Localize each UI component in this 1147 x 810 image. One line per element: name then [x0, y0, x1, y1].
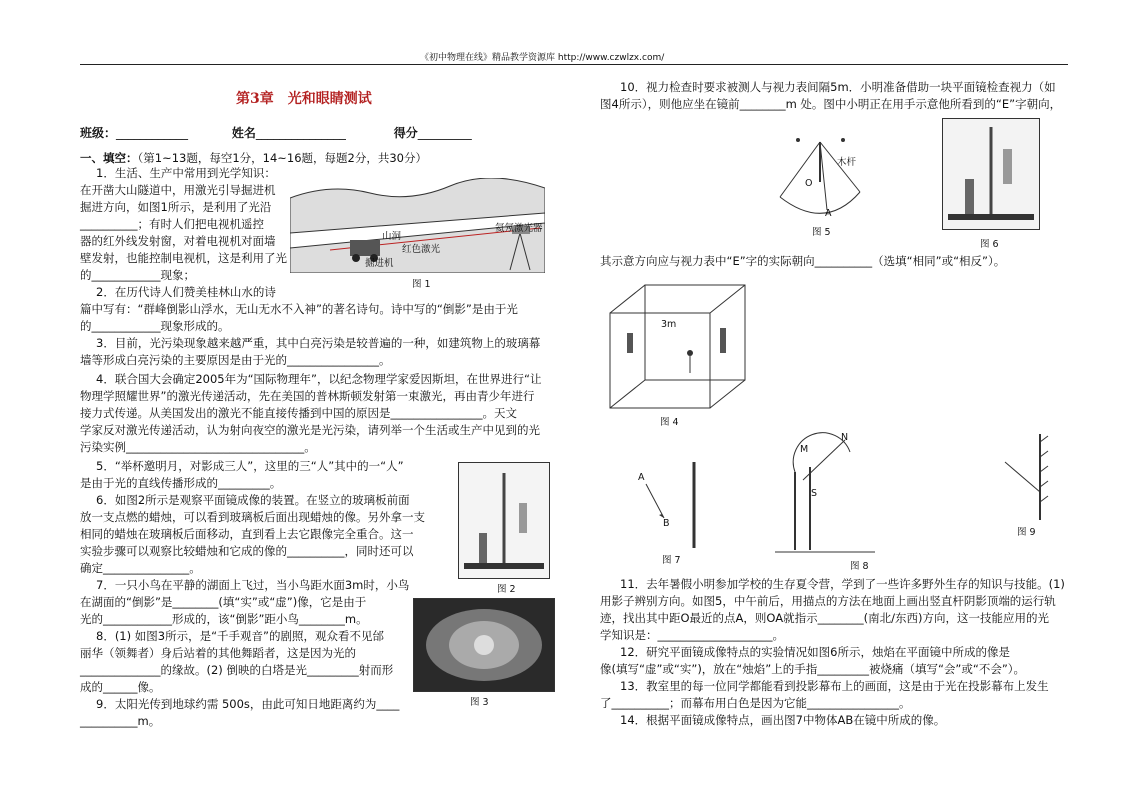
q6-line-3: 实验步骤可以观察比较蜡烛和它成的像的__________，同时还可以	[80, 544, 414, 558]
q1-line-4: 器的红外线发射窗，对着电视机对面墙	[80, 234, 276, 248]
q7-line-1: 在湖面的“倒影”是________(填“实”或“虚”)像，它是由于	[80, 595, 367, 609]
q1-line-1: 在开凿大山隧道中，用激光引导掘进机	[80, 183, 276, 197]
page-title: 第3章 光和眼睛测试	[236, 91, 372, 107]
label-N: N	[841, 432, 849, 443]
section-heading	[80, 150, 427, 166]
q6-line-1: 放一支点燃的蜡烛，可以看到玻璃板后面出现蜡烛的像。另外拿一支	[80, 510, 425, 524]
caption-fig3: 图 3	[470, 697, 489, 708]
figure-2	[458, 462, 550, 579]
label-O: O	[805, 178, 813, 189]
q4-line-4: 污染实例_______________________________。	[80, 440, 316, 454]
figure-3	[413, 598, 555, 692]
q7-line-0: 7．一只小鸟在平静的湖面上飞过，当小鸟距水面3m时，小鸟	[96, 578, 410, 592]
q3-line-1: 墙等形成白亮污染的主要原因是由于光的________________。	[80, 353, 391, 367]
class-label: 班级：	[80, 126, 117, 140]
label-3m: 3m	[661, 319, 677, 330]
q8-line-1: 丽华（领舞者）身后站着的其他舞蹈者，这是因为光的	[80, 646, 356, 660]
caption-fig5: 图 5	[812, 227, 831, 238]
label-jijin: 掘进机	[365, 258, 394, 269]
caption-fig8: 图 8	[850, 561, 869, 572]
q12-line-0: 12．研究平面镜成像特点的实验情况如图6所示，烛焰在平面镜中所成的像是	[620, 645, 1010, 659]
name-label: 姓名	[231, 126, 256, 140]
figure-9	[990, 432, 1050, 522]
inclined-mirror-diagram	[990, 432, 1050, 522]
section-detail: （第1~13题，每空1分，14~16题，每题2分，共30分）	[137, 151, 428, 165]
caption-fig1: 图 1	[412, 279, 431, 290]
figure-1	[290, 178, 545, 273]
q11-line-0: 11．去年暑假小明参加学校的生存夏令营，学到了一些许多野外生存的知识与技能。(1)	[620, 577, 1065, 591]
class-blank: ____________	[116, 126, 189, 140]
q9-line-0: 9．太阳光传到地球约需 500s，由此可知日地距离约为____	[96, 697, 400, 711]
q8-line-3: 成的______像。	[80, 680, 161, 694]
q5-line-1: 是由于光的直线传播形成的_________。	[80, 476, 282, 490]
figure-5	[765, 122, 865, 227]
q8-line-2: ______________的缘故。(2) 倒映的白塔是光_________射而形	[80, 663, 394, 677]
q1-line-6: 的____________现象；	[80, 268, 195, 282]
q11-line-3: 学知识是：____________________。	[600, 628, 784, 642]
label-M: M	[800, 444, 809, 455]
label-mugan: 木杆	[837, 157, 857, 168]
q11-line-2: 迹，找出其中距O最近的点A，则OA就指示________(南北/东西)方向，这一技能应用的光	[600, 611, 1049, 625]
q6-line-2: 相同的蜡烛在玻璃板后面移动，直到看上去它跟像完全重合。这一	[80, 527, 414, 541]
label-jiguang: 红色激光	[402, 244, 441, 255]
student-info	[80, 124, 472, 141]
mirror-candle-photo	[459, 463, 549, 578]
label-B: B	[663, 518, 670, 529]
q10-line-1: 图4所示），则他应坐在镜前________m 处。图中小明正在用手示意他所看到的“E”字朝向，	[600, 97, 1062, 111]
figure-6	[942, 118, 1040, 230]
q3-line-0: 3．目前，光污染现象越来越严重，其中白亮污染是较普遍的一种，如建筑物上的玻璃幕	[96, 336, 541, 350]
score-blank: _________	[417, 126, 472, 140]
q8-line-0: 8．(1) 如图3所示，是“千手观音”的剧照，观众看不见邰	[96, 629, 384, 643]
q1-line-3: __________；有时人们把电视机遥控	[80, 217, 264, 231]
name-blank: _______________	[255, 126, 346, 140]
page-header: 《初中物理在线》精品教学资源库 http://www.czwlzx.com/	[420, 53, 665, 63]
q7-line-2: 光的____________形成的，该“倒影”距小鸟________m。	[80, 612, 368, 626]
q13-line-0: 13．教室里的每一位同学都能看到投影幕布上的画面，这是由于光在投影幕布上发生	[620, 679, 1049, 693]
q11-line-1: 用影子辨别方向。如图5，中午前后，用描点的方法在地面上画出竖直杆阴影顶端的运行轨	[600, 594, 1056, 608]
score-label: 得分	[393, 126, 418, 140]
room-3d-diagram	[605, 283, 755, 413]
caption-fig2: 图 2	[497, 584, 516, 595]
label-shandong: 山洞	[382, 231, 402, 242]
q2-line-1: 篇中写有：“群峰倒影山浮水，无山无水不入神”的著名诗句。诗中写的“倒影”是由于光	[80, 302, 518, 316]
caption-fig7: 图 7	[662, 555, 681, 566]
figure-8	[775, 432, 875, 557]
q10-line-0: 10．视力检查时要求被测人与视力表间隔5m．小明准备借助一块平面镜检查视力（如	[620, 80, 1056, 94]
caption-fig9: 图 9	[1017, 527, 1036, 538]
q12-line-1: 像(填写“虚”或“实”)，放在“烛焰”上的手指_________被烧痛（填写“会”或“不会”）。	[600, 662, 1026, 676]
figure-4	[605, 283, 755, 413]
q14-line-0: 14．根据平面镜成像特点，画出图7中物体AB在镜中所成的像。	[620, 713, 946, 727]
q10-line-2: 其示意方向应与视力表中“E”字的实际朝向__________（选填“相同”或“相反”）。	[600, 254, 1006, 268]
label-S: S	[811, 488, 818, 499]
q6-line-0: 6．如图2所示是观察平面镜成像的装置。在竖立的玻璃板前面	[96, 493, 410, 507]
q2-line-2: 的____________现象形成的。	[80, 319, 230, 333]
q4-line-0: 4．联合国大会确定2005年为“国际物理年”，以纪念物理学家爱因斯坦，在世界进行“让	[96, 372, 542, 386]
section-label: 一、填空：	[80, 151, 138, 165]
label-A: A	[638, 472, 645, 483]
q1-line-5: 壁发射，也能控制电视机，这是利用了光	[80, 251, 287, 265]
caption-fig4: 图 4	[660, 417, 679, 428]
q4-line-1: 物理学照耀世界”的激光传递活动，先在美国的普林斯顿发射第一束激光，再由青少年进行	[80, 389, 535, 403]
q5-line-0: 5．“举杯邀明月，对影成三人”，这里的三“人”其中的一“人”	[96, 459, 404, 473]
caption-fig6: 图 6	[980, 239, 999, 250]
q4-line-2: 接力式传递。从美国发出的激光不能直接传播到中国的原因是________________。天文	[80, 406, 517, 420]
q2-line-0: 2．在历代诗人们赞美桂林山水的诗	[96, 285, 276, 299]
protractor-mirror-diagram	[775, 432, 875, 557]
q1-line-2: 掘进方向，如图1所示，是利用了光沿	[80, 200, 272, 214]
label-A-fig5: A	[825, 208, 832, 219]
figure-7	[630, 460, 710, 550]
shadow-stick-diagram	[765, 122, 865, 227]
q1-line-0: 1．生活、生产中常用到光学知识：	[96, 166, 276, 180]
qianshou-guanyin-photo	[414, 599, 554, 691]
q13-line-1: 了__________；而幕布用白色是因为它能________________。	[600, 696, 911, 710]
mirror-flame-photo	[943, 119, 1039, 229]
q4-line-3: 学家反对激光传递活动，认为射向夜空的激光是光污染，请列举一个生活或生产中见到的光	[80, 423, 540, 437]
label-qiqi: 氦氖激光器	[495, 223, 543, 234]
q9-line-1: __________m。	[80, 714, 161, 728]
q6-line-4: 确定_______________。	[80, 561, 201, 575]
